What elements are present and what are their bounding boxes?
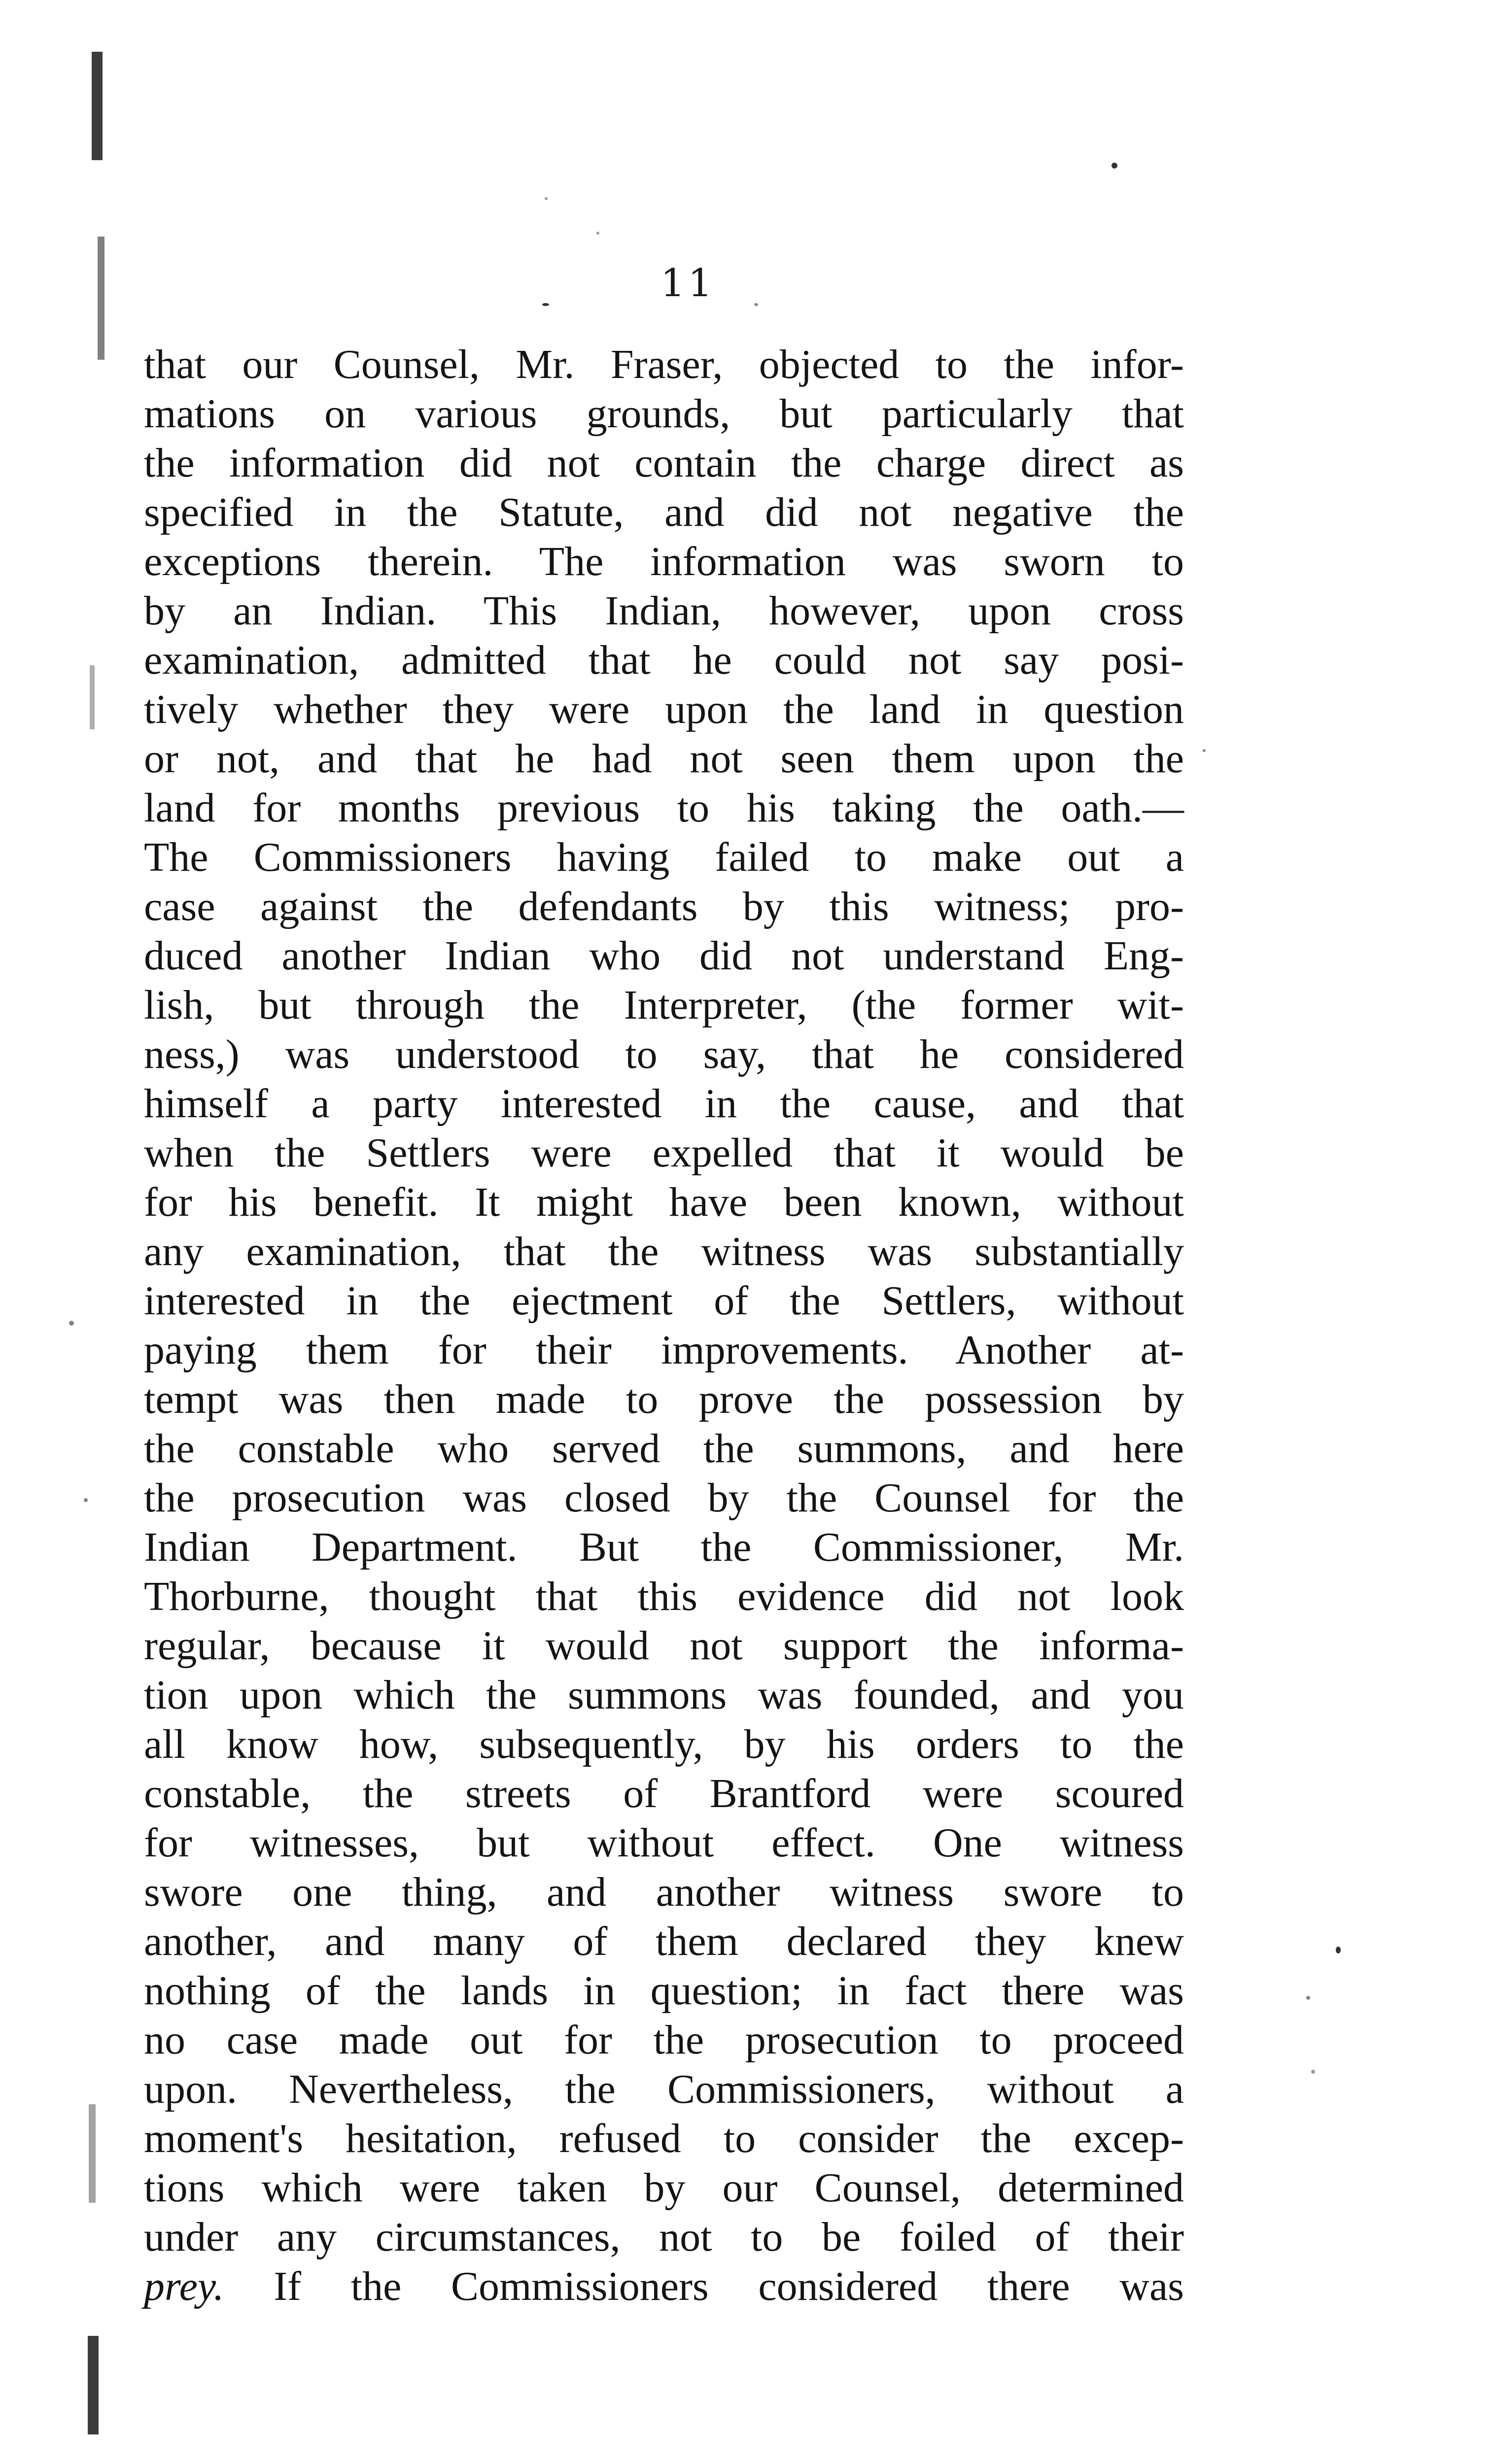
- text-line-last: [144, 2262, 1184, 2311]
- text-line: case against the defendants by this witness; pro-: [144, 884, 1184, 929]
- binding-mark-middle: [90, 665, 95, 729]
- text-line: mations on various grounds, but particularly that: [144, 391, 1184, 437]
- text-line: when the Settlers were expelled that it would be: [144, 1130, 1184, 1176]
- text-line: upon. Nevertheless, the Commissioners, without a: [144, 2066, 1184, 2112]
- text-line: lish, but through the Interpreter, (the former wit-: [144, 982, 1184, 1028]
- speck: [1112, 163, 1117, 169]
- speck: [1306, 1996, 1310, 2000]
- text-line: nothing of the lands in question; in fact there was: [144, 1968, 1184, 2014]
- text-line: regular, because it would not support the informa-: [144, 1623, 1184, 1669]
- text-line: tions which were taken by our Counsel, determined: [144, 2165, 1184, 2211]
- text-line: the constable who served the summons, and here: [144, 1426, 1184, 1472]
- text-line: by an Indian. This Indian, however, upon cross: [144, 588, 1184, 634]
- text-line: himself a party interested in the cause, and that: [144, 1081, 1184, 1127]
- text-line: for witnesses, but without effect. One witness: [144, 1820, 1184, 1866]
- speck: [84, 1498, 88, 1502]
- body-text: [144, 340, 1184, 2311]
- text-line: the information did not contain the charge direct as: [144, 440, 1184, 486]
- text-line: under any circumstances, not to be foiled of their: [144, 2214, 1184, 2260]
- text-line: tion upon which the summons was founded, and you: [144, 1672, 1184, 1718]
- binding-mark-upper: [98, 237, 104, 360]
- text-line: land for months previous to his taking the oath.—: [144, 785, 1184, 831]
- speck: [545, 197, 548, 200]
- text-line: for his benefit. It might have been known, without: [144, 1179, 1184, 1225]
- italic-word: prey.: [144, 2263, 224, 2309]
- text-line: Thorburne, thought that this evidence did not look: [144, 1574, 1184, 1619]
- speck: [1336, 1947, 1341, 1953]
- binding-mark-lower: [89, 2104, 96, 2203]
- text-line: or not, and that he had not seen them upon the: [144, 736, 1184, 782]
- text-line: interested in the ejectment of the Settlers, without: [144, 1278, 1184, 1324]
- text-line: duced another Indian who did not understand Eng-: [144, 933, 1184, 979]
- text-line: swore one thing, and another witness swore to: [144, 1869, 1184, 1915]
- speck: [1311, 2070, 1315, 2074]
- text-line: no case made out for the prosecution to proceed: [144, 2017, 1184, 2063]
- speck: [542, 303, 549, 306]
- text-line: The Commissioners having failed to make out a: [144, 834, 1184, 880]
- binding-mark-top: [92, 52, 103, 160]
- text-line: constable, the streets of Brantford were scoured: [144, 1771, 1184, 1816]
- text-line: another, and many of them declared they knew: [144, 1918, 1184, 1964]
- text-line: tempt was then made to prove the possession by: [144, 1376, 1184, 1422]
- text-line: examination, admitted that he could not say posi-: [144, 637, 1184, 683]
- speck: [754, 303, 758, 306]
- speck: [596, 232, 599, 235]
- speck: [69, 1321, 74, 1326]
- page-number: 11: [660, 261, 716, 306]
- text-line: moment's hesitation, refused to consider the excep-: [144, 2116, 1184, 2161]
- text-line: any examination, that the witness was substantially: [144, 1229, 1184, 1274]
- last-line-text: If the Commissioners considered there was: [224, 2263, 1184, 2309]
- text-line: that our Counsel, Mr. Fraser, objected to the infor-: [144, 342, 1184, 387]
- text-line: exceptions therein. The information was sworn to: [144, 539, 1184, 584]
- text-line: all know how, subsequently, by his orders to the: [144, 1721, 1184, 1767]
- binding-mark-bottom: [88, 2336, 99, 2434]
- text-line: Indian Department. But the Commissioner, Mr.: [144, 1524, 1184, 1570]
- text-line: tively whether they were upon the land in question: [144, 686, 1184, 732]
- text-line: specified in the Statute, and did not negative the: [144, 489, 1184, 535]
- text-line: ness,) was understood to say, that he considered: [144, 1031, 1184, 1077]
- speck: [1203, 749, 1206, 752]
- text-line: the prosecution was closed by the Counsel for the: [144, 1475, 1184, 1521]
- text-line: paying them for their improvements. Another at-: [144, 1327, 1184, 1373]
